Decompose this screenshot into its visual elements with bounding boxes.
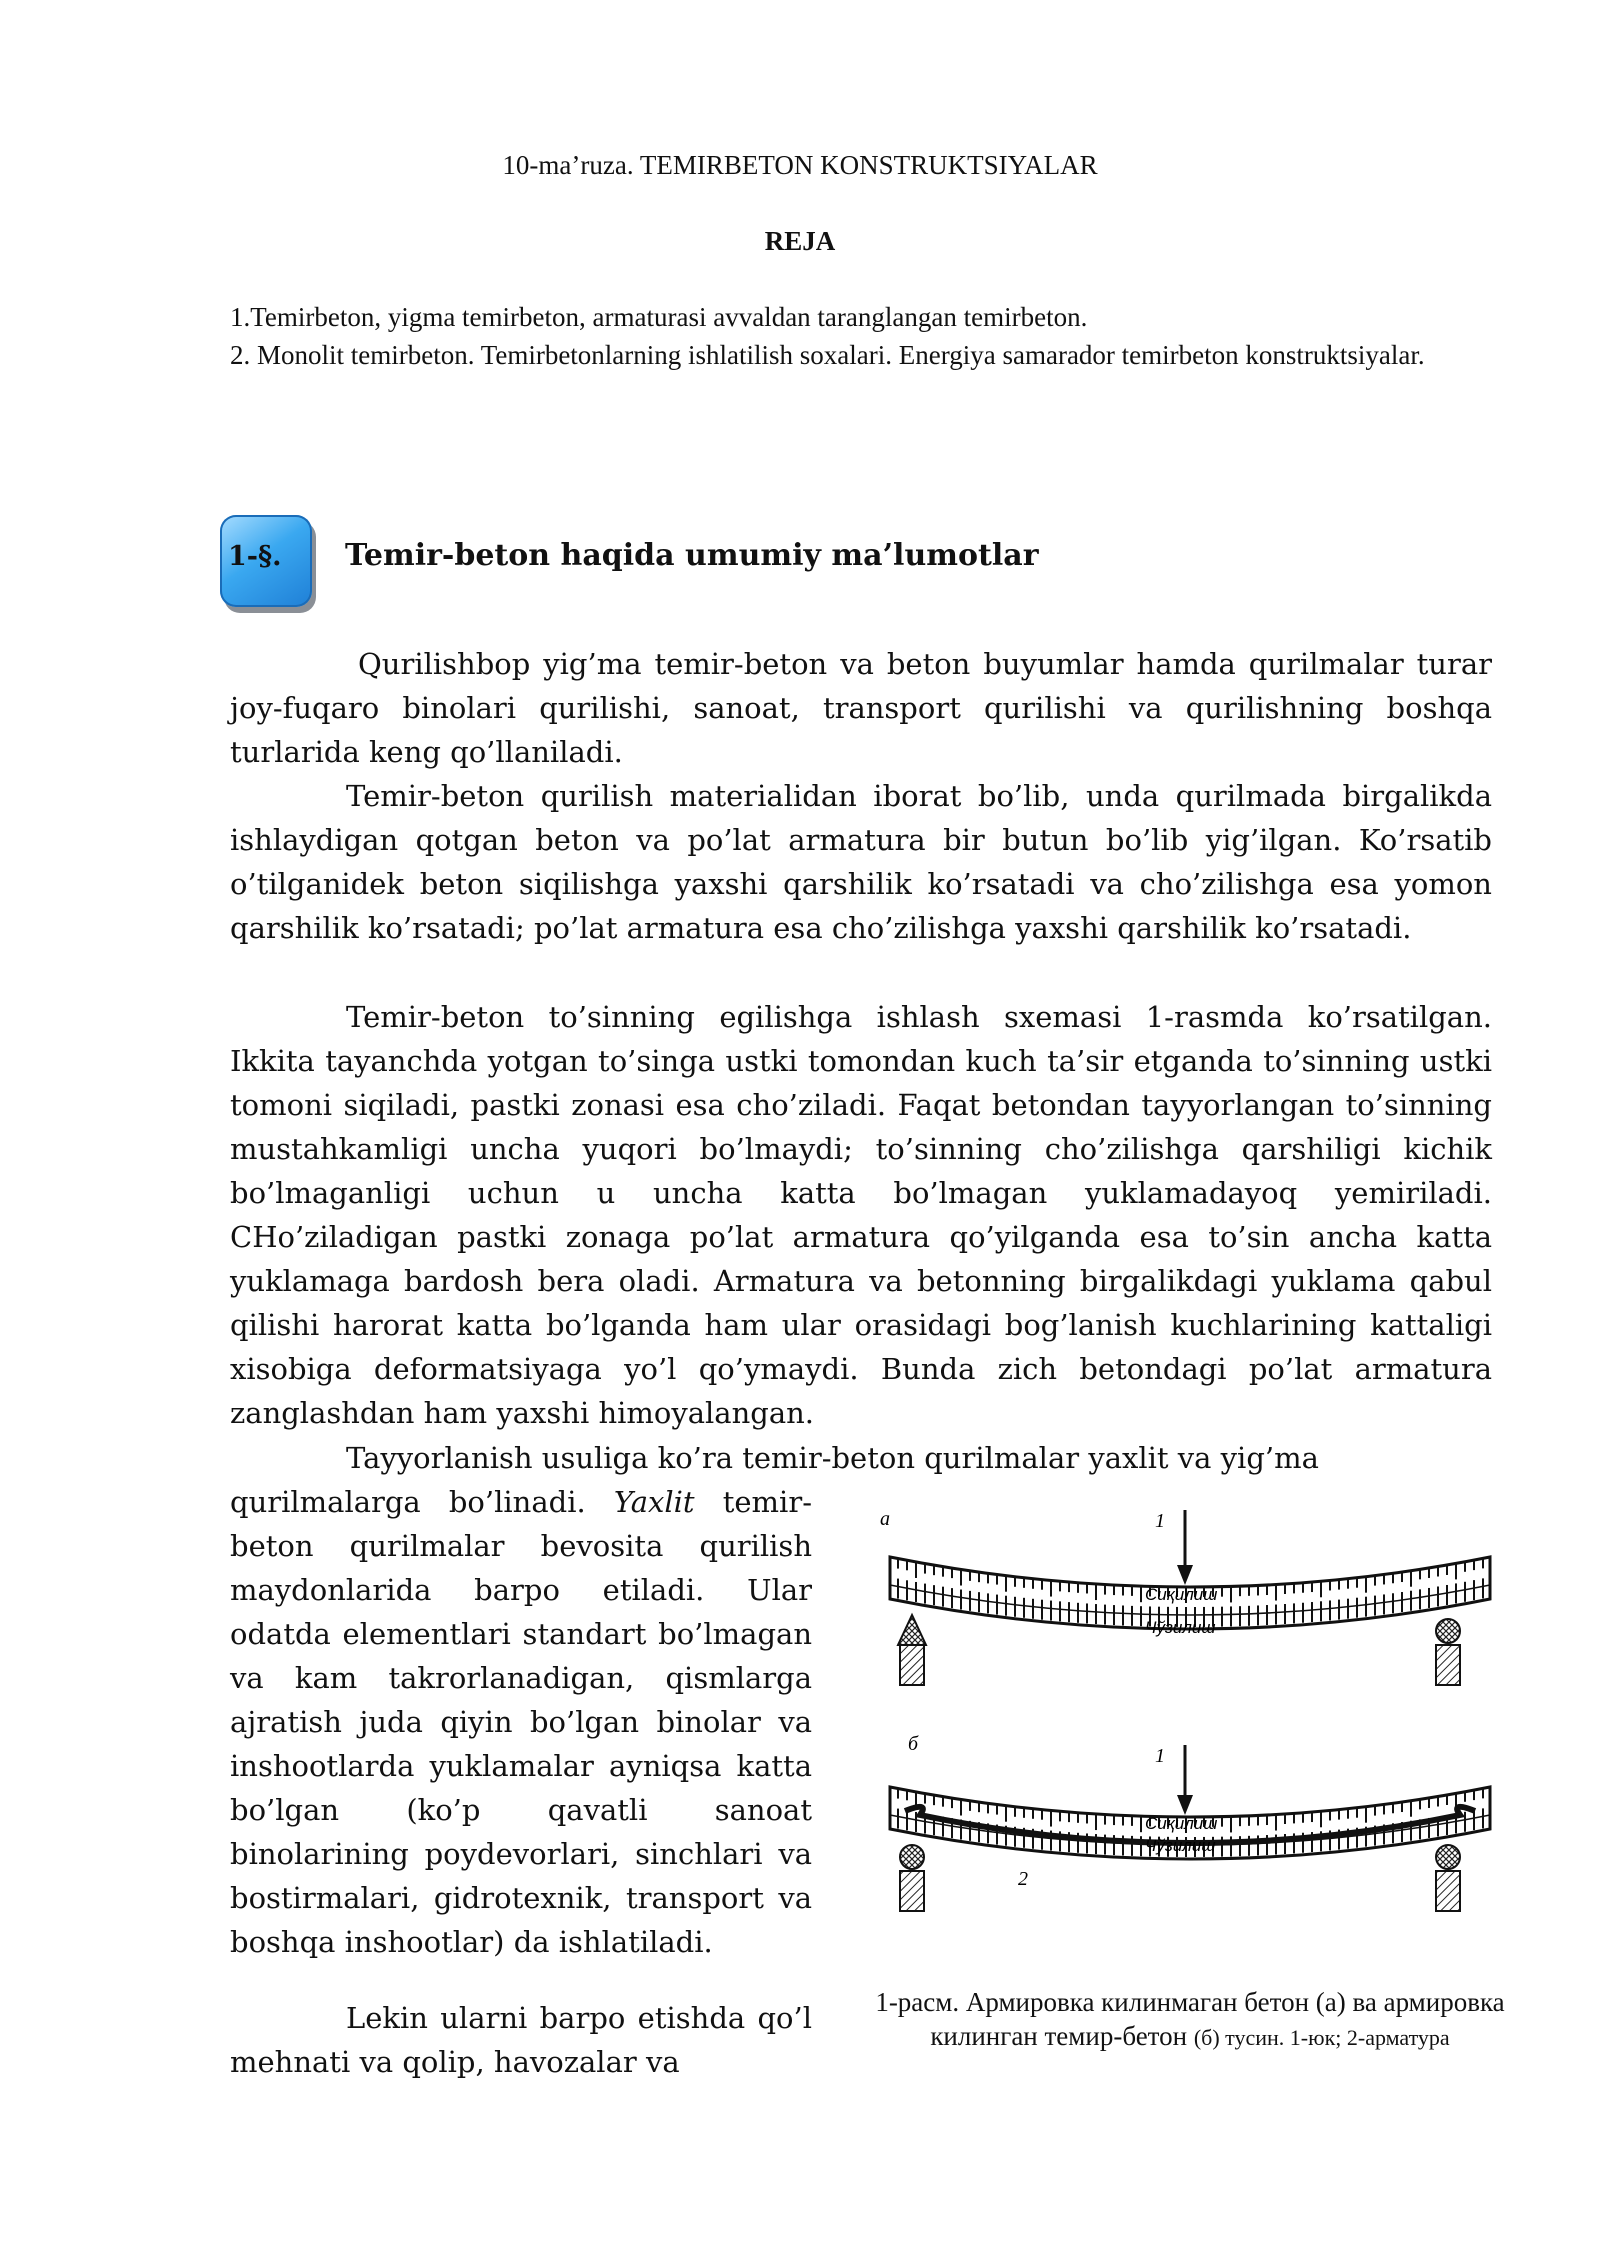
figure-label-b: б [908, 1733, 919, 1755]
figure-caption [850, 1985, 1530, 2055]
column-emphasis: Yaxlit [613, 1485, 695, 1519]
column-paragraph [230, 1480, 812, 1964]
load-label-b: 1 [1155, 1745, 1165, 1767]
support-right-b [1436, 1845, 1460, 1869]
paragraph-1: Qurilishbop yig’ma temir-beton va beton buyumlar hamda qurilmalar turar joy-fuqaro binolari qurilishi, sanoat, transport qurilishi va qurilishning boshqa turlarida keng qo’llaniladi. [230, 647, 1492, 769]
compression-label-b: Сиқилиш [1145, 1814, 1218, 1833]
caption-main: 1-расм. Армировка килинмаган бетон (а) ва армировка килинган темир-бетон [875, 1987, 1505, 2051]
section-badge [220, 515, 312, 607]
section-title: Temir-beton haqida umumiy ma’lumotlar [345, 538, 1039, 573]
support-right-a [1436, 1619, 1460, 1643]
paragraph-2: Temir-beton qurilish materialidan iborat bo’lib, unda qurilmada birgalikda ishlaydigan qotgan beton va po’lat armatura bir butun bo’lib yig’ilgan. Ko’rsatib o’tilganidek beton siqilishga yaxshi qarshilik ko’rsatadi va cho’zilishga esa yomon qarshilik ko’rsatadi; po’lat armatura esa cho’zilishga yaxshi qarshilik ko’rsatadi. [230, 779, 1492, 945]
support-left-b [900, 1845, 924, 1869]
support-left-a [898, 1615, 926, 1645]
beam-a [880, 1508, 1490, 1685]
column-paragraph-next: Lekin ularni barpo etishda qo’l mehnati va qolip, havozalar va [230, 2001, 812, 2079]
caption-small: (б) тусин. 1-юк; 2-арматура [1193, 2025, 1450, 2050]
lecture-title: 10-ma’ruza. TEMIRBETON KONSTRUKTSIYALAR [502, 150, 1098, 180]
load-label-a: 1 [1155, 1510, 1165, 1532]
plan-item-2: 2. Monolit temirbeton. Temirbetonlarning ishlatilish soxalari. Energiya samarador temirbeton konstruktsiyalar. [230, 340, 1425, 370]
plan-list [230, 298, 1492, 374]
column-lead: qurilmalarga bo’linadi. [230, 1485, 614, 1519]
tension-label-b: Чўзилиш [1145, 1836, 1216, 1855]
beam-figure [870, 1505, 1510, 1975]
paragraph-3: Temir-beton to’sinning egilishga ishlash sxemasi 1-rasmda ko’rsatilgan. Ikkita tayanchda yotgan to’singa ustki tomondan kuch ta’sir etganda to’sinning ustki tomoni siqiladi, pastki zonasi esa cho’ziladi. Faqat betondan tayyorlangan to’sinning mustahkamligi uncha yuqori bo’lmaydi; to’sinning cho’zilishga qarshiligi kichik bo’lmaganligi uchun u uncha katta bo’lmagan yuklamadayoq yemiriladi. CHo’ziladigan pastki zonaga po’lat armatura qo’yilganda esa to’sin ancha katta yuklamaga bardosh bera oladi. Armatura va betonning birgalikdagi yuklama qabul qilishi harorat katta bo’lganda ham ular orasidagi bog’lanish kuchlarining kattaligi xisobiga deformatsiyaga yo’l qo’ymaydi. Bunda zich betondagi po’lat armatura zanglashdan ham yaxshi himoyalangan. [230, 1000, 1492, 1430]
compression-label-a: Сиқилиш [1145, 1585, 1218, 1604]
plan-heading: REJA [764, 226, 836, 256]
paragraph-4: Tayyorlanish usuliga ko’ra temir-beton qurilmalar yaxlit va yig’ma [346, 1441, 1319, 1475]
beam-b [890, 1733, 1490, 1911]
figure-label-a: a [880, 1508, 890, 1530]
column-rest: temir-beton qurilmalar bevosita qurilish maydonlarida barpo etiladi. Ular odatda elementlari standart bo’lmagan va kam takrorlanadigan, qismlarga ajratish juda qiyin bo’lgan binolar va inshootlarda yuklamalar ayniqsa katta bo’lgan (ko’p qavatli sanoat binolarining poydevorlari, sinchlari va bostirmalari, gidrotexnik, transport va boshqa inshootlar) da ishlatiladi. [230, 1485, 812, 1959]
section-number: 1-§. [228, 541, 282, 572]
rebar-label: 2 [1018, 1868, 1028, 1890]
tension-label-a: Чўзилиш [1145, 1618, 1216, 1637]
plan-item-1: 1.Temirbeton, yigma temirbeton, armaturasi avvaldan taranglangan temirbeton. [230, 302, 1088, 332]
